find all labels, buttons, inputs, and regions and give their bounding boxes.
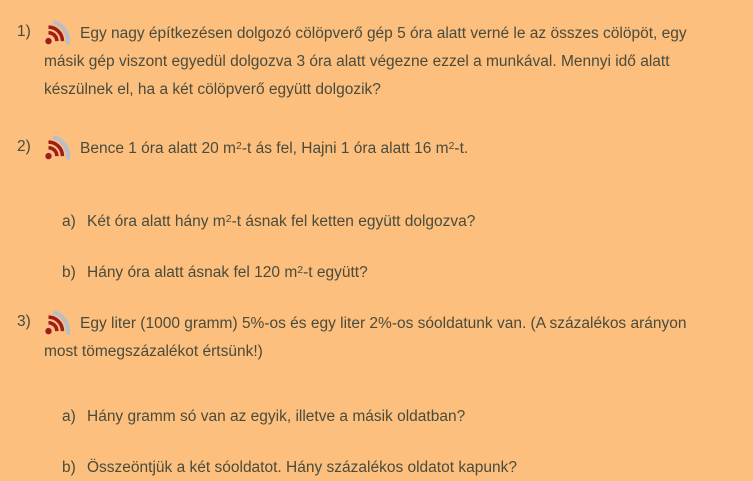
subitem-label: a) bbox=[62, 213, 76, 230]
problem-1-number: 1) bbox=[17, 23, 31, 40]
problem-1-text: Egy nagy építkezésen dolgozó cölöpverő gép 5 óra alatt verné le az összes cölöpöt, egy másik gép viszont egyedül dolgozva 3 óra alatt végezne ezzel a munkával. Mennyi idő alatt készülnek el, ha a két cölöpverő együtt dolgozik? bbox=[44, 25, 687, 98]
problem-3-subitem-b bbox=[0, 454, 747, 481]
problem-2 bbox=[0, 133, 753, 163]
subitem-text: Hány óra alatt ásnak fel 120 $m^2-t$ együtt? bbox=[87, 264, 368, 281]
audio-waves-icon[interactable] bbox=[44, 133, 74, 160]
subitem-label: b) bbox=[62, 459, 76, 476]
problem-2-number: 2) bbox=[17, 138, 31, 155]
problem-3-number: 3) bbox=[17, 313, 31, 330]
subitem-text: Két óra alatt hány $m^2-t$ ásnak fel ketten együtt dolgozva? bbox=[87, 213, 476, 230]
problem-2-subitem-a bbox=[0, 208, 747, 236]
problem-3-text-wrap bbox=[44, 308, 746, 366]
audio-wave-dot bbox=[45, 153, 51, 159]
audio-wave-dot bbox=[45, 38, 51, 44]
audio-wave-dot bbox=[45, 328, 51, 334]
problem-2-subitem-b bbox=[0, 259, 747, 287]
subitem-label: a) bbox=[62, 408, 76, 425]
problem-1 bbox=[0, 18, 753, 104]
subitem-label: b) bbox=[62, 264, 76, 281]
subitem-text: Hány gramm só van az egyik, illetve a másik oldatban? bbox=[87, 408, 466, 425]
subitem-text: Összeöntjük a két sóoldatot. Hány százalékos oldatot kapunk? bbox=[87, 459, 517, 476]
audio-waves-icon[interactable] bbox=[44, 18, 74, 45]
problem-3 bbox=[0, 308, 753, 366]
problem-3-subitem-a bbox=[0, 403, 747, 431]
problem-1-text-wrap bbox=[44, 18, 746, 104]
problem-2-text: Bence 1 óra alatt 20 $m^2-t$ ás fel, Hajni 1 óra alatt 16 $m^2-t$. bbox=[80, 140, 469, 157]
problem-3-text: Egy liter (1000 gramm) 5%-os és egy liter 2%-os sóoldatunk van. (A százalékos arányon most tömegszázalékot értsünk!) bbox=[44, 315, 687, 360]
problem-2-text-wrap bbox=[44, 133, 746, 163]
audio-waves-icon[interactable] bbox=[44, 308, 74, 335]
